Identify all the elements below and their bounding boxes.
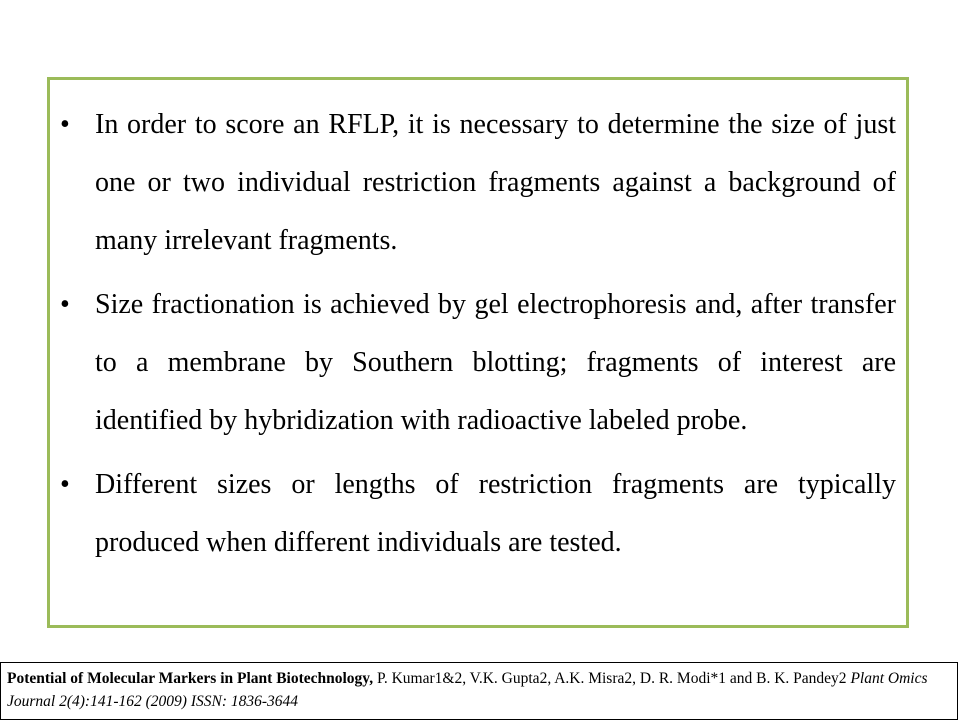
bullet-text: Different sizes or lengths of restriction fragments are typically produced when different individuals are tested. [95, 469, 896, 558]
bullet-item [60, 276, 896, 450]
bullet-dot: • [60, 289, 70, 320]
citation-authors: P. Kumar1&2, V.K. Gupta2, A.K. Misra2, D. R. Modi*1 and B. K. Pandey2 [373, 670, 851, 687]
bullet-dot: • [60, 109, 70, 140]
bullet-item [60, 96, 896, 270]
bullet-list [60, 96, 896, 578]
citation-footer [0, 662, 958, 720]
citation-journal: Plant Omics Journal 2(4):141-162 (2009) ISSN: 1836-3644 [7, 670, 928, 710]
bullet-item [60, 456, 896, 572]
bullet-text: Size fractionation is achieved by gel electrophoresis and, after transfer to a membrane by Southern blotting; fragments of interest are identified by hybridization with radioactive labeled probe. [95, 289, 896, 436]
content-box [47, 77, 909, 628]
bullet-dot: • [60, 469, 70, 500]
citation-title: Potential of Molecular Markers in Plant Biotechnology, [7, 670, 374, 687]
bullet-text: In order to score an RFLP, it is necessary to determine the size of just one or two individual restriction fragments against a background of many irrelevant fragments. [95, 109, 896, 256]
